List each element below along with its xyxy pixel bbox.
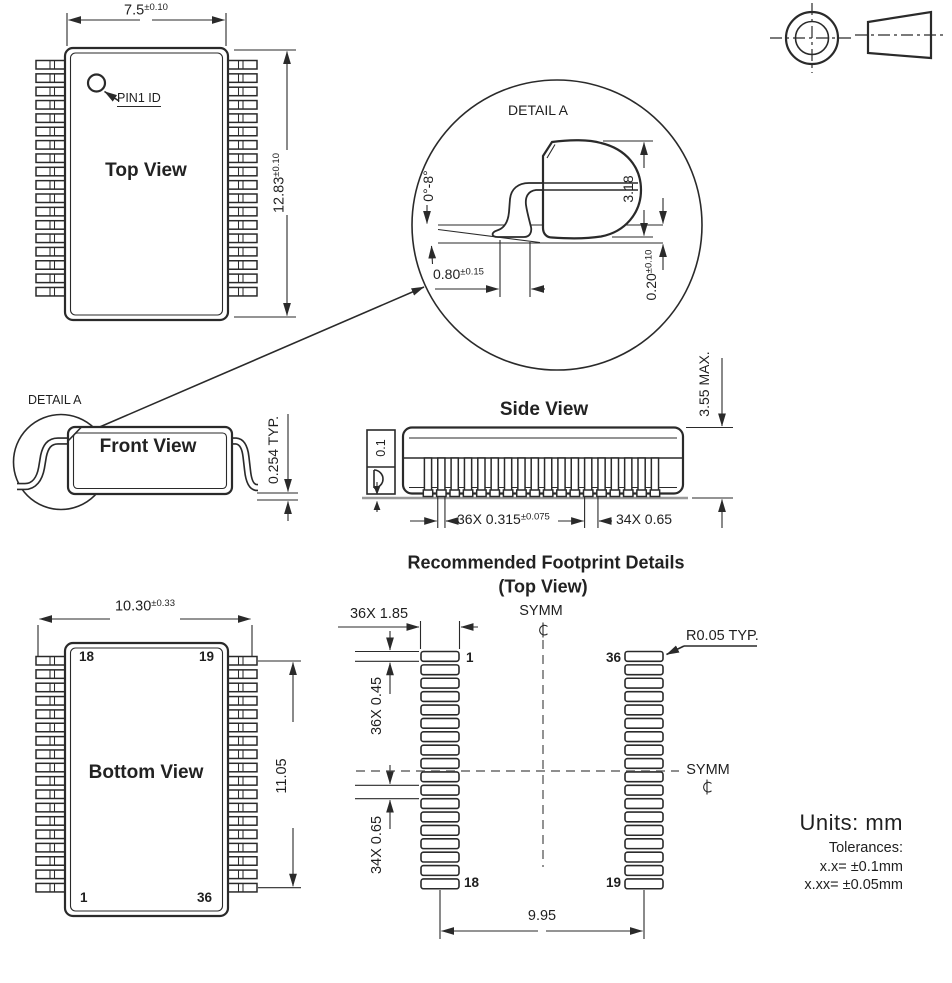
third-angle-projection-icon (770, 3, 945, 73)
bottom-view-span-dim: 11.05 (274, 758, 290, 794)
centerline-symbol-top (540, 623, 548, 638)
tolerance-x: x.x= ±0.1mm (819, 858, 903, 875)
top-view-title: Top View (105, 160, 187, 181)
bottom-view-right-pins (227, 657, 257, 892)
detail-a-foot-length-dim: $0.80^{\pm 0.15}$ (433, 266, 484, 282)
front-view-detail-callout-label: DETAIL A (28, 393, 82, 407)
bottom-view-pin36-number: 36 (197, 890, 213, 905)
side-view-title: Side View (499, 399, 589, 420)
side-view-lead-width-dim: 36X $0.315^{\pm 0.075}$ (457, 511, 550, 527)
flatness-value: 0.1 (374, 439, 388, 457)
footprint-left-pad-column (421, 652, 459, 889)
side-view-pitch-dim: 34X 0.65 (616, 511, 673, 527)
side-view-max-height-dim: 3.55 MAX. (696, 351, 712, 417)
bottom-view-left-pins (36, 657, 66, 892)
bent-lead-outline (493, 183, 543, 237)
footprint-pitch-dim: 34X 0.65 (369, 815, 385, 875)
units-notes-block (640, 810, 903, 895)
front-view-lead-thickness-dim: 0.254 TYP. (265, 416, 281, 484)
front-view (14, 414, 299, 521)
top-view-body (65, 48, 228, 320)
footprint-title-line1: Recommended Footprint Details (407, 552, 685, 573)
top-view-height-dim: $12.83^{\pm 0.10}$ (270, 152, 288, 214)
detail-a-title: DETAIL A (508, 102, 568, 118)
tolerance-title: Tolerances: (828, 840, 903, 856)
footprint-pad18-number: 18 (464, 875, 480, 890)
top-view-width-dim: $7.5^{\pm 0.10}$ (124, 1, 168, 19)
bottom-view-pin19-number: 19 (199, 649, 215, 664)
footprint-symm-right-label: SYMM (686, 762, 730, 778)
footprint-pad1-number: 1 (466, 650, 474, 665)
top-view-right-pins (227, 61, 257, 296)
detail-a-height-dim: 3.18 (620, 175, 636, 203)
footprint-title-line2: (Top View) (498, 576, 588, 597)
centerline-symbol-right (704, 780, 712, 795)
pin1-id-label: PIN1 ID (117, 91, 161, 105)
footprint-symm-top-label: SYMM (519, 603, 563, 619)
tolerance-xx: x.xx= ±0.05mm (804, 877, 903, 893)
footprint-pad-height-dim: 36X 0.45 (369, 676, 385, 736)
footprint-pad19-number: 19 (605, 875, 621, 890)
footprint-corner-radius-dim: R0.05 TYP. (686, 628, 759, 644)
footprint-pad-width-dim: 36X 1.85 (349, 606, 409, 622)
detail-a-standoff-dim: $0.20^{\pm 0.10}$ (643, 249, 659, 301)
front-view-title: Front View (99, 436, 197, 457)
top-view-left-pins (36, 61, 66, 296)
bottom-view-pin18-number: 18 (79, 649, 95, 664)
detail-a-angle-dim: 0°-8° (420, 170, 436, 202)
bottom-view-pin1-number: 1 (80, 890, 88, 905)
bottom-view-width-dim: $10.30^{\pm 0.33}$ (114, 597, 176, 615)
units-label: Units: mm (799, 810, 903, 835)
footprint-pad36-number: 36 (605, 650, 621, 665)
footprint-span-dim: 9.95 (527, 908, 557, 924)
bottom-view-title: Bottom View (88, 762, 204, 783)
